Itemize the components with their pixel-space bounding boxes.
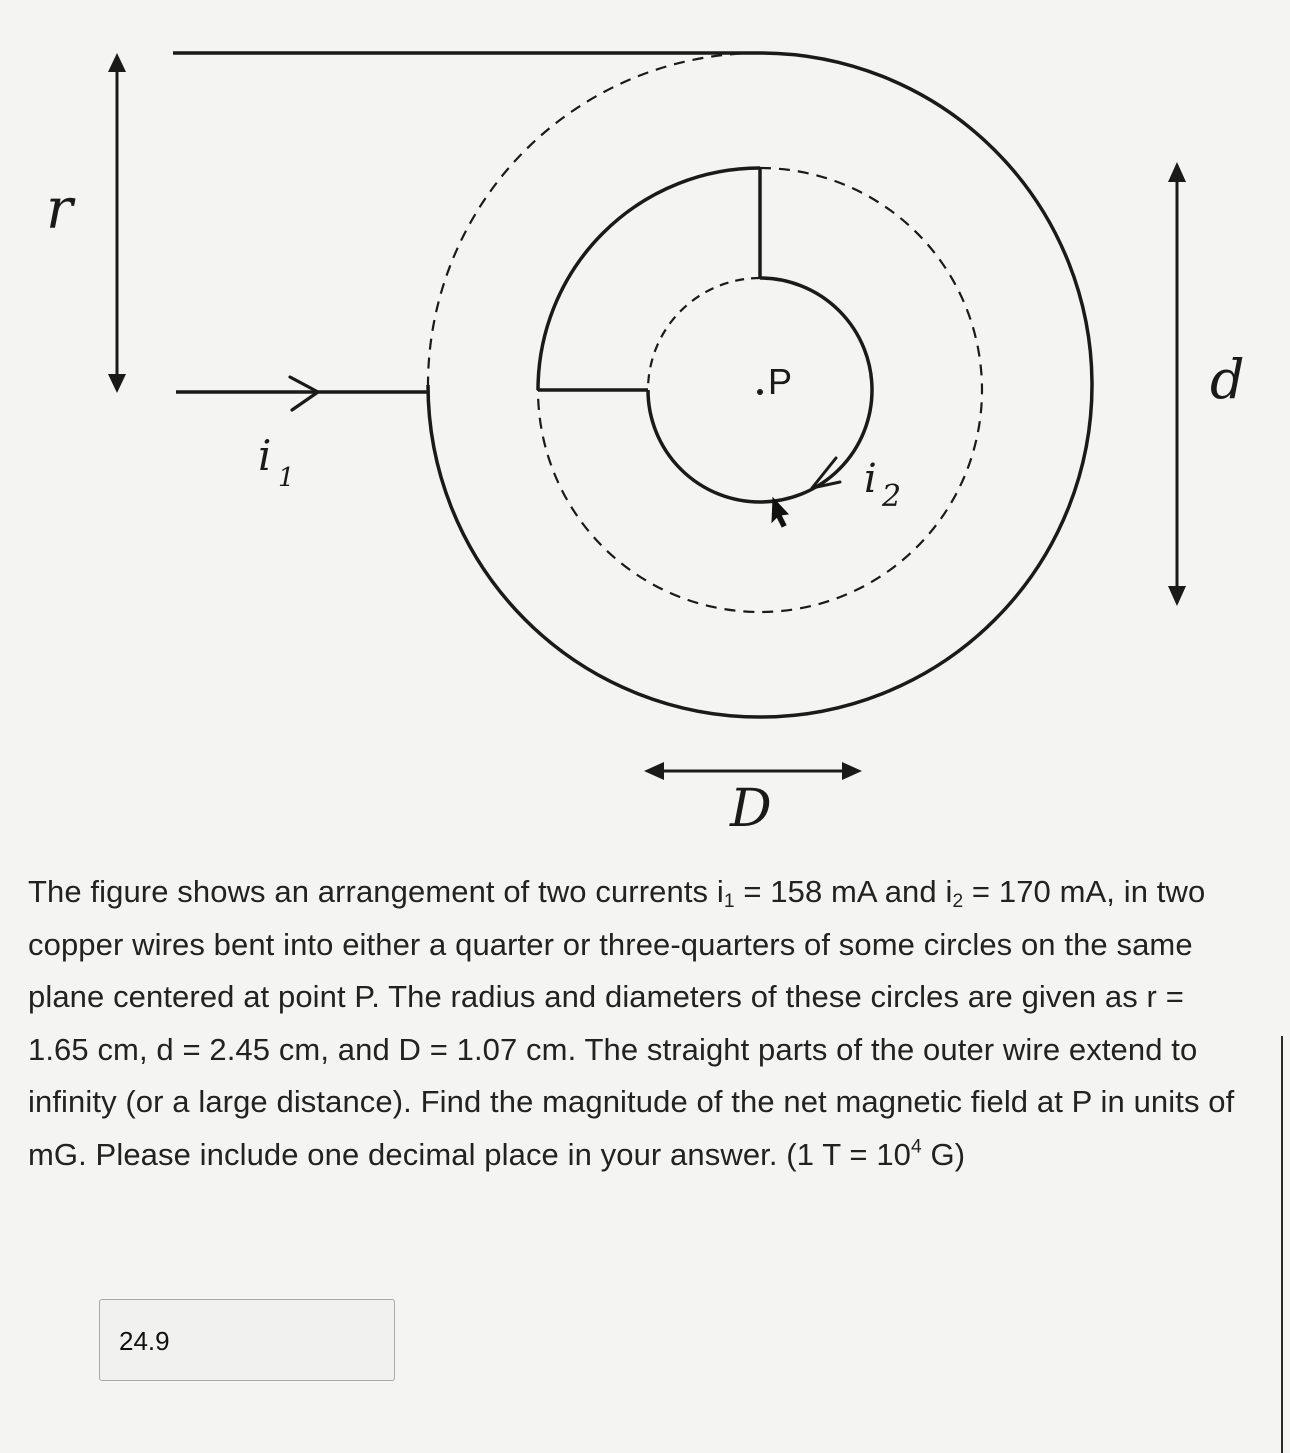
- i1-label: i: [258, 431, 272, 480]
- question-part-2: = 158 mA and i: [734, 874, 953, 909]
- question-part-4: G): [921, 1136, 966, 1172]
- D-arrow-right: [842, 762, 862, 780]
- point-p-label: P: [768, 361, 793, 402]
- i2-subscript-text: 2: [952, 890, 964, 912]
- mouse-pointer-icon: [772, 498, 788, 527]
- small-dashed-arc: [648, 278, 760, 390]
- i1-subscript: 1: [278, 463, 295, 493]
- d-label: d: [1210, 348, 1245, 411]
- outer-dashed-arc: [428, 53, 760, 385]
- question-part-1: The figure shows an arrangement of two currents i: [28, 874, 724, 909]
- question-text: [28, 866, 1243, 1181]
- D-label: D: [730, 779, 772, 839]
- r-label: r: [46, 177, 73, 242]
- d-arrow-top: [1168, 162, 1186, 182]
- question-part-3: = 170 mA, in two copper wires bent into either a quarter or three-quarters of some circles on the same plane centered at point P. The radius and diameters of these circles are given as r = 1.65 cm, d = 2.45 cm, and D = 1.07 cm. The straight parts of the outer wire extend to infinity (or a large distance). Find the magnitude of the net magnetic field at P in units of mG. Please include one decimal place in your answer. (1 T = 10: [28, 874, 1235, 1172]
- inner-wire-large-quarter-arc: [538, 168, 760, 390]
- r-arrow-top: [108, 53, 126, 72]
- point-p-dot: [757, 389, 763, 395]
- r-arrow-bottom: [108, 374, 126, 393]
- d-arrow-bottom: [1168, 586, 1186, 606]
- page-edge-line: [1281, 1036, 1283, 1453]
- i1-subscript-text: 1: [723, 890, 735, 912]
- D-arrow-left: [644, 762, 664, 780]
- i2-label: i: [864, 456, 877, 502]
- answer-input[interactable]: 24.9: [99, 1299, 395, 1381]
- exponent-text: 4: [911, 1136, 922, 1158]
- outer-wire-arc: [428, 53, 1092, 717]
- i2-subscript: 2: [882, 479, 902, 514]
